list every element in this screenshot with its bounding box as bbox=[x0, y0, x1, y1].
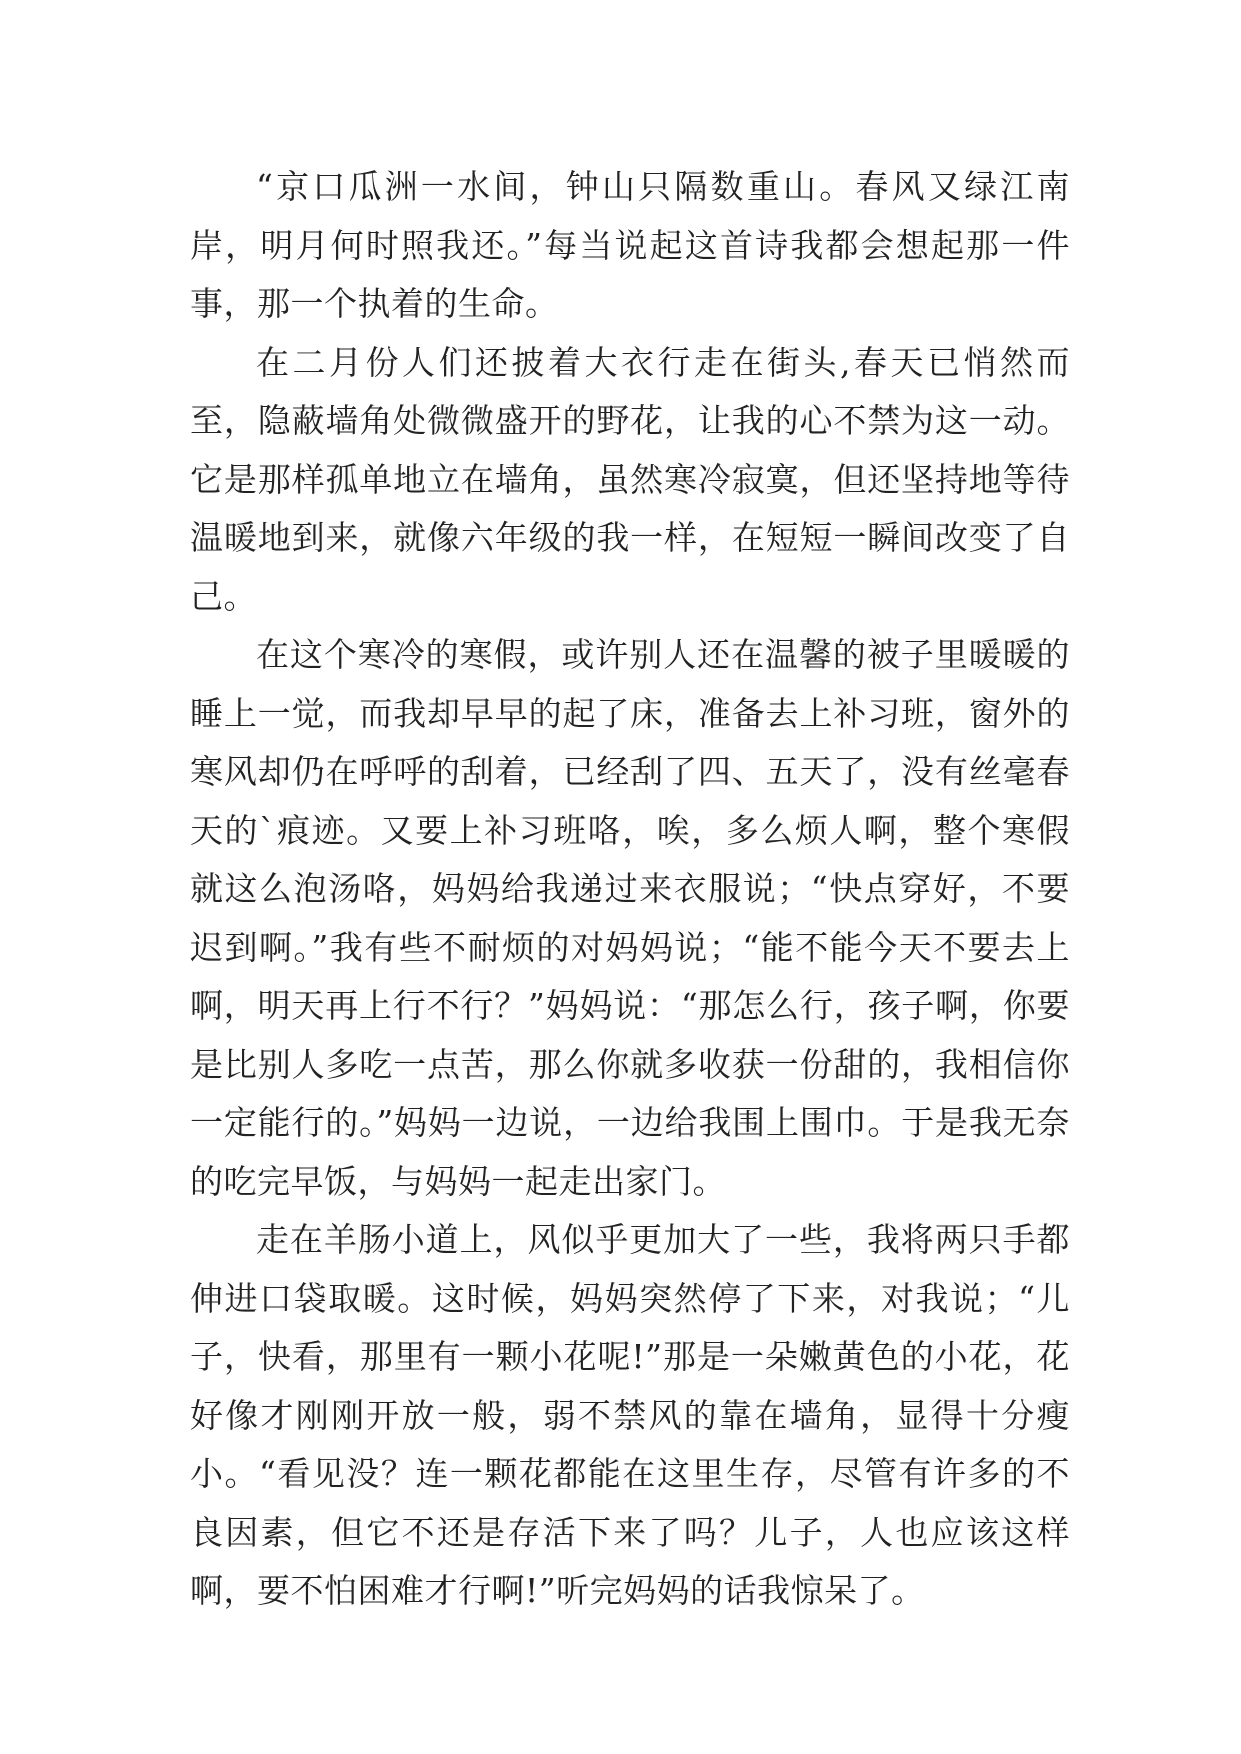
document-body bbox=[190, 158, 1070, 1621]
paragraph-february-flower: 在二月份人们还披着大衣行走在街头,春天已悄然而至，隐蔽墙角处微微盛开的野花，让我的心不禁为这一动。它是那样孤单地立在墙角，虽然寒冷寂寞，但还坚持地等待温暖地到来，就像六年级的我一样，在短短一瞬间改变了自己。 bbox=[190, 342, 1070, 616]
paragraph-small-flower: 走在羊肠小道上，风似乎更加大了一些，我将两只手都伸进口袋取暖。这时候，妈妈突然停了下来，对我说；“儿子，快看，那里有一颗小花呢!”那是一朵嫩黄色的小花，花好像才刚刚开放一般，弱不禁风的靠在墙角，显得十分瘦小。“看见没？连一颗花都能在这里生存，尽管有许多的不良因素，但它不还是存活下来了吗？儿子，人也应该这样啊，要不怕困难才行啊!”听完妈妈的话我惊呆了。 bbox=[190, 1220, 1070, 1610]
paragraph-poem-intro: “京口瓜洲一水间，钟山只隔数重山。春风又绿江南岸，明月何时照我还。”每当说起这首诗我都会想起那一件事，那一个执着的生命。 bbox=[190, 167, 1070, 323]
paragraph-winter-break: 在这个寒冷的寒假，或许别人还在温馨的被子里暖暖的睡上一觉，而我却早早的起了床，准备去上补习班，窗外的寒风却仍在呼呼的刮着，已经刮了四、五天了，没有丝毫春天的`痕迹。又要上补习班咯，唉，多么烦人啊，整个寒假就这么泡汤咯，妈妈给我递过来衣服说；“快点穿好，不要迟到啊。”我有些不耐烦的对妈妈说；“能不能今天不要去上啊，明天再上行不行？”妈妈说：“那怎么行，孩子啊，你要是比别人多吃一点苦，那么你就多收获一份甜的，我相信你一定能行的。”妈妈一边说，一边给我围上围巾。于是我无奈的吃完早饭，与妈妈一起走出家门。 bbox=[190, 635, 1070, 1201]
